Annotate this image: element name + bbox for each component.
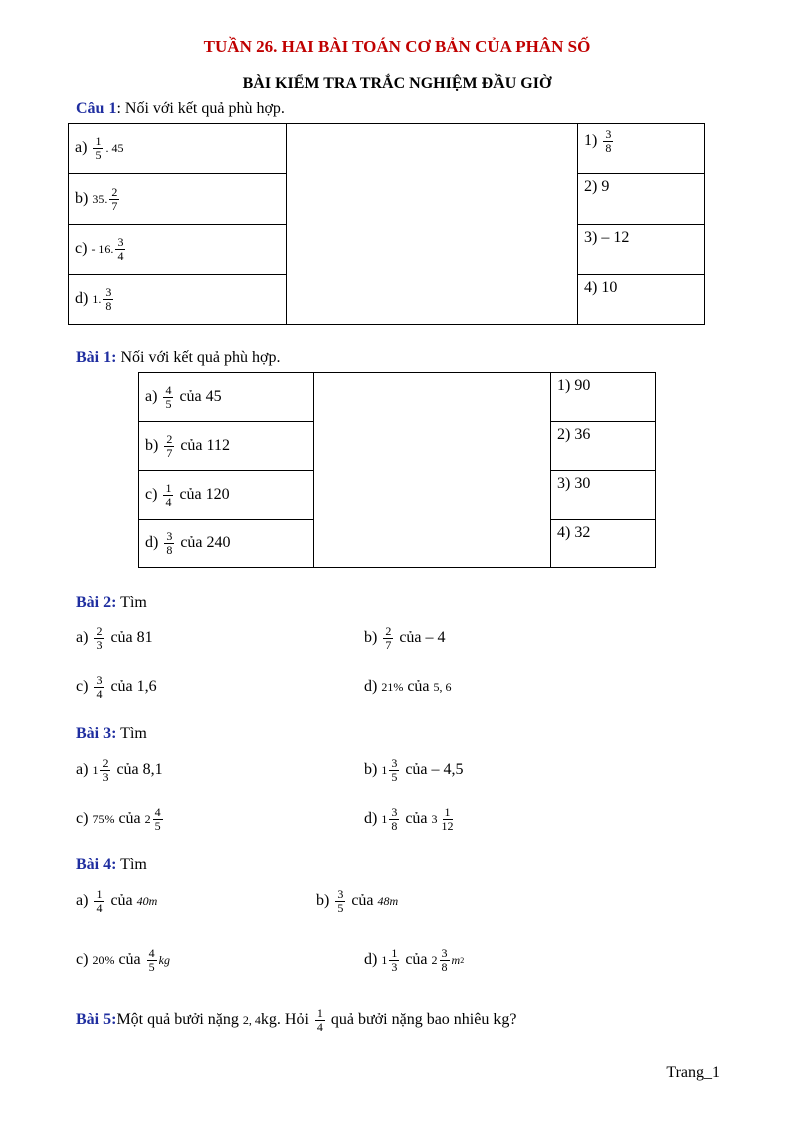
bai3-a: a) 1 $\frac{2}{3}$ của 8,1 — [76, 755, 163, 784]
fraction: $\frac{3}{8}$ — [105, 285, 112, 313]
fraction: $\frac{1}{5}$ — [95, 134, 102, 162]
cau1-heading — [76, 100, 285, 118]
bai1-match-area — [314, 373, 551, 568]
cau1-left-d: d) 1. $\frac{3}{8}$ — [69, 275, 287, 325]
cau1-left-a: a) $\frac{1}{5}$ . 45 — [69, 124, 287, 174]
fraction: $\frac{1}{4}$ — [316, 1005, 323, 1034]
fraction: $\frac{3}{8}$ — [605, 127, 612, 155]
bai3-c: c) 75% của 2 $\frac{4}{5}$ — [76, 804, 161, 833]
fraction: $\frac{4}{5}$ — [154, 804, 161, 833]
fraction: $\frac{2}{3}$ — [96, 623, 103, 652]
fraction: $\frac{3}{8}$ — [391, 804, 398, 833]
cau1-text: : Nối với kết quả phù hợp. — [116, 100, 285, 117]
bai1-text: Nối với kết quả phù hợp. — [116, 349, 281, 366]
fraction: $\frac{3}{5}$ — [337, 886, 344, 915]
bai5-label: Bài 5: — [76, 1011, 117, 1028]
fraction: $\frac{3}{4}$ — [117, 235, 124, 263]
cau1-right-1: 1) $\frac{3}{8}$ — [578, 124, 705, 174]
cau1-table — [68, 123, 705, 325]
bai2-heading: Bài 2: Tìm — [76, 594, 147, 611]
fraction: $\frac{3}{8}$ — [441, 945, 448, 974]
page-title: TUẦN 26. HAI BÀI TOÁN CƠ BẢN CỦA PHÂN SỐ — [203, 37, 591, 56]
fraction: $\frac{1}{4}$ — [165, 480, 172, 509]
bai4-label: Bài 4: — [76, 856, 117, 873]
bai1-right-4: 4) 32 — [551, 520, 656, 568]
bai4-a: a) $\frac{1}{4}$ của 40m — [76, 886, 158, 915]
bai3-heading: Bài 3: Tìm — [76, 725, 147, 742]
bai3-d: d) 1 $\frac{3}{8}$ của 3 $\frac{1}{12}$ — [364, 804, 454, 833]
cau1-left-c: c) - 16. $\frac{3}{4}$ — [69, 225, 287, 275]
bai1-left-a: a) $\frac{4}{5}$ của 45 — [139, 373, 314, 422]
bai1-table — [138, 372, 656, 568]
bai3-label: Bài 3: — [76, 725, 117, 742]
cau1-right-2: 2) 9 — [578, 174, 705, 225]
fraction: $\frac{4}{5}$ — [148, 945, 155, 974]
fraction: $\frac{3}{4}$ — [96, 672, 103, 701]
bai1-left-c: c) $\frac{1}{4}$ của 120 — [139, 471, 314, 520]
bai1-left-b: b) $\frac{2}{7}$ của 112 — [139, 422, 314, 471]
bai2-label: Bài 2: — [76, 594, 117, 611]
bai4-heading: Bài 4: Tìm — [76, 856, 147, 873]
cau1-label: Câu 1 — [76, 100, 117, 117]
bai4-b: b) $\frac{3}{5}$ của 48m — [316, 886, 399, 915]
bai4-d: d) 1 $\frac{1}{3}$ của 2 $\frac{3}{8}$ m 2 — [364, 945, 465, 974]
fraction: $\frac{1}{3}$ — [391, 945, 398, 974]
page-subtitle: BÀI KIỂM TRA TRẮC NGHIỆM ĐẦU GIỜ — [242, 75, 552, 92]
bai1-right-3: 3) 30 — [551, 471, 656, 520]
fraction: $\frac{2}{7}$ — [166, 431, 173, 460]
fraction: $\frac{1}{4}$ — [96, 886, 103, 915]
fraction: $\frac{3}{5}$ — [391, 755, 398, 784]
bai1-left-d: d) $\frac{3}{8}$ của 240 — [139, 520, 314, 568]
bai1-heading — [76, 349, 280, 367]
bai5: Bài 5: Một quả bưởi nặng 2, 4 kg. Hỏi $\frac{1}{4}$ quả bưởi nặng bao nhiêu kg? — [76, 1005, 517, 1034]
page-number: Trang_1 — [666, 1064, 720, 1081]
cau1-left-b: b) 35. $\frac{2}{7}$ — [69, 174, 287, 225]
bai2-d: d) 21% của 5, 6 — [364, 678, 452, 695]
fraction: $\frac{2}{7}$ — [385, 623, 392, 652]
cau1-match-area — [287, 124, 578, 325]
cau1-right-3: 3) – 12 — [578, 225, 705, 275]
bai2-c: c) $\frac{3}{4}$ của 1,6 — [76, 672, 157, 701]
bai3-b: b) 1 $\frac{3}{5}$ của – 4,5 — [364, 755, 464, 784]
bai4-c: c) 20% của $\frac{4}{5}$ kg — [76, 945, 170, 974]
fraction: $\frac{2}{3}$ — [102, 755, 109, 784]
fraction: $\frac{3}{8}$ — [166, 529, 173, 557]
fraction: $\frac{2}{7}$ — [111, 184, 118, 213]
bai2-b: b) $\frac{2}{7}$ của – 4 — [364, 623, 446, 652]
bai1-right-1: 1) 90 — [551, 373, 656, 422]
bai2-a: a) $\frac{2}{3}$ của 81 — [76, 623, 153, 652]
fraction: $\frac{1}{12}$ — [441, 804, 454, 833]
bai1-label: Bài 1: — [76, 349, 117, 366]
cau1-right-4: 4) 10 — [578, 275, 705, 325]
bai1-right-2: 2) 36 — [551, 422, 656, 471]
fraction: $\frac{4}{5}$ — [165, 382, 172, 411]
